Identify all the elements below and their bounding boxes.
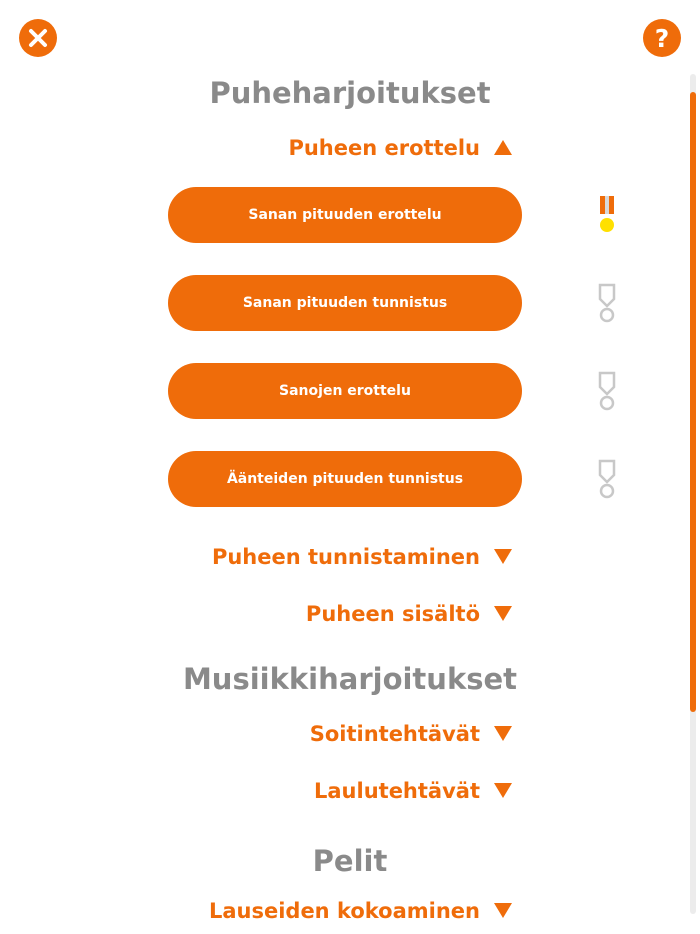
section-title-music: Musiikkiharjoitukset xyxy=(182,662,518,696)
exercise-button-aanteiden-pituuden-tunnistus[interactable]: Äänteiden pituuden tunnistus xyxy=(168,451,522,507)
help-icon: ? xyxy=(654,23,670,53)
expand-arrow-icon xyxy=(494,783,512,798)
medal-earned-icon xyxy=(595,195,619,237)
category-label: Soitintehtävät xyxy=(309,722,480,746)
expand-arrow-icon xyxy=(494,549,512,564)
category-puheen-tunnistaminen[interactable] xyxy=(0,539,700,575)
close-button[interactable] xyxy=(19,19,57,57)
exercise-button-sanojen-erottelu[interactable]: Sanojen erottelu xyxy=(168,363,522,419)
category-lauseiden-kokoaminen[interactable] xyxy=(0,893,700,929)
close-icon xyxy=(28,28,48,48)
exercise-button-sanan-pituuden-tunnistus[interactable]: Sanan pituuden tunnistus xyxy=(168,275,522,331)
section-title-speech: Puheharjoitukset xyxy=(209,76,491,110)
category-laulutehtavat[interactable] xyxy=(0,773,700,809)
category-label: Puheen tunnistaminen xyxy=(211,545,480,569)
expand-arrow-icon xyxy=(494,903,512,918)
category-soitintehtavat[interactable] xyxy=(0,716,700,752)
medal-empty-icon xyxy=(595,371,619,413)
medal-empty-icon xyxy=(595,283,619,325)
expand-arrow-icon xyxy=(494,726,512,741)
category-label: Puheen sisältö xyxy=(305,602,480,626)
category-label: Laulutehtävät xyxy=(314,779,480,803)
section-title-games: Pelit xyxy=(312,844,388,878)
help-button[interactable] xyxy=(643,19,681,57)
category-label: Lauseiden kokoaminen xyxy=(208,899,480,923)
collapse-arrow-icon xyxy=(494,140,512,155)
expand-arrow-icon xyxy=(494,606,512,621)
category-puheen-sisalto[interactable] xyxy=(0,596,700,632)
exercise-button-sanan-pituuden-erottelu[interactable]: Sanan pituuden erottelu xyxy=(168,187,522,243)
category-puheen-erottelu[interactable] xyxy=(0,130,700,166)
category-label: Puheen erottelu xyxy=(288,136,480,160)
medal-empty-icon xyxy=(595,459,619,501)
